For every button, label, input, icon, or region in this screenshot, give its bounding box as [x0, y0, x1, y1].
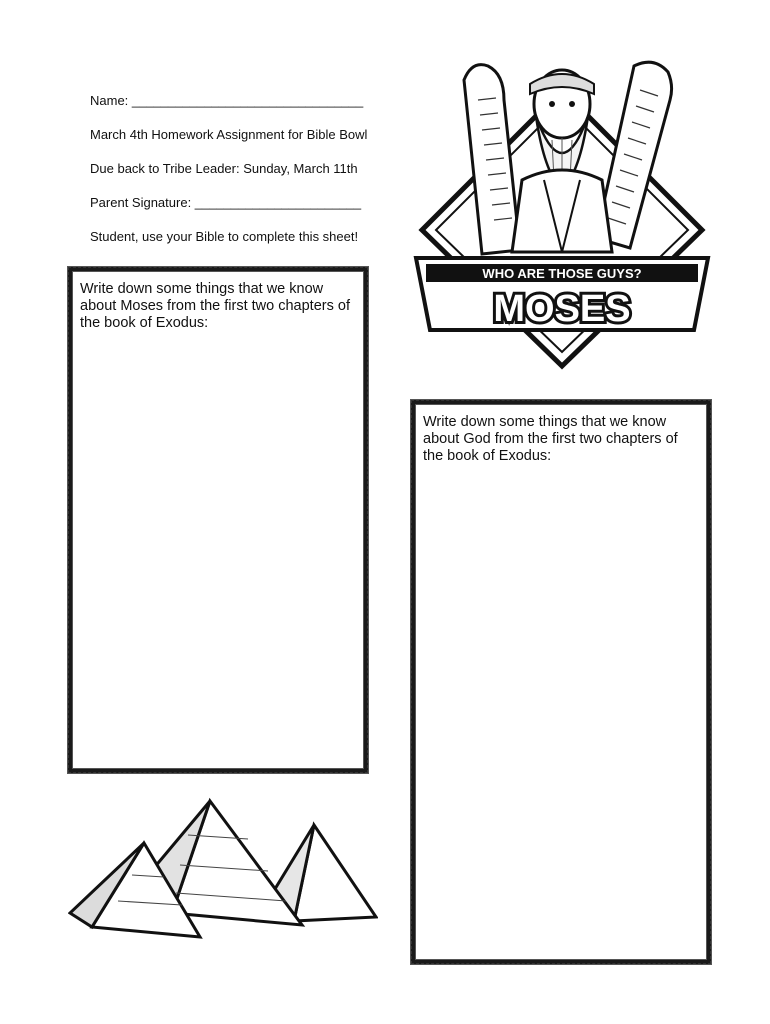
name-field-line[interactable]: Name: ________________________________ — [90, 93, 364, 108]
parent-signature-line[interactable]: Parent Signature: _______________________ — [90, 195, 362, 210]
moses-answer-box[interactable] — [68, 267, 368, 773]
logo-name: MOSES — [493, 288, 631, 330]
logo-tagline: WHO ARE THOSE GUYS? — [482, 266, 642, 281]
moses-with-tablets-icon — [412, 40, 712, 370]
instruction-text: Student, use your Bible to complete this sheet! — [90, 229, 359, 244]
assignment-title: March 4th Homework Assignment for Bible Bowl — [90, 127, 368, 142]
pyramids-icon — [68, 795, 378, 945]
god-box-prompt: Write down some things that we know about God from the first two chapters of the book of Exodus: — [423, 414, 678, 464]
moses-box-prompt: Write down some things that we know about Moses from the first two chapters of the book of Exodus: — [80, 281, 350, 331]
due-date-text: Due back to Tribe Leader: Sunday, March 11th — [90, 161, 358, 176]
god-answer-box[interactable] — [411, 400, 711, 964]
